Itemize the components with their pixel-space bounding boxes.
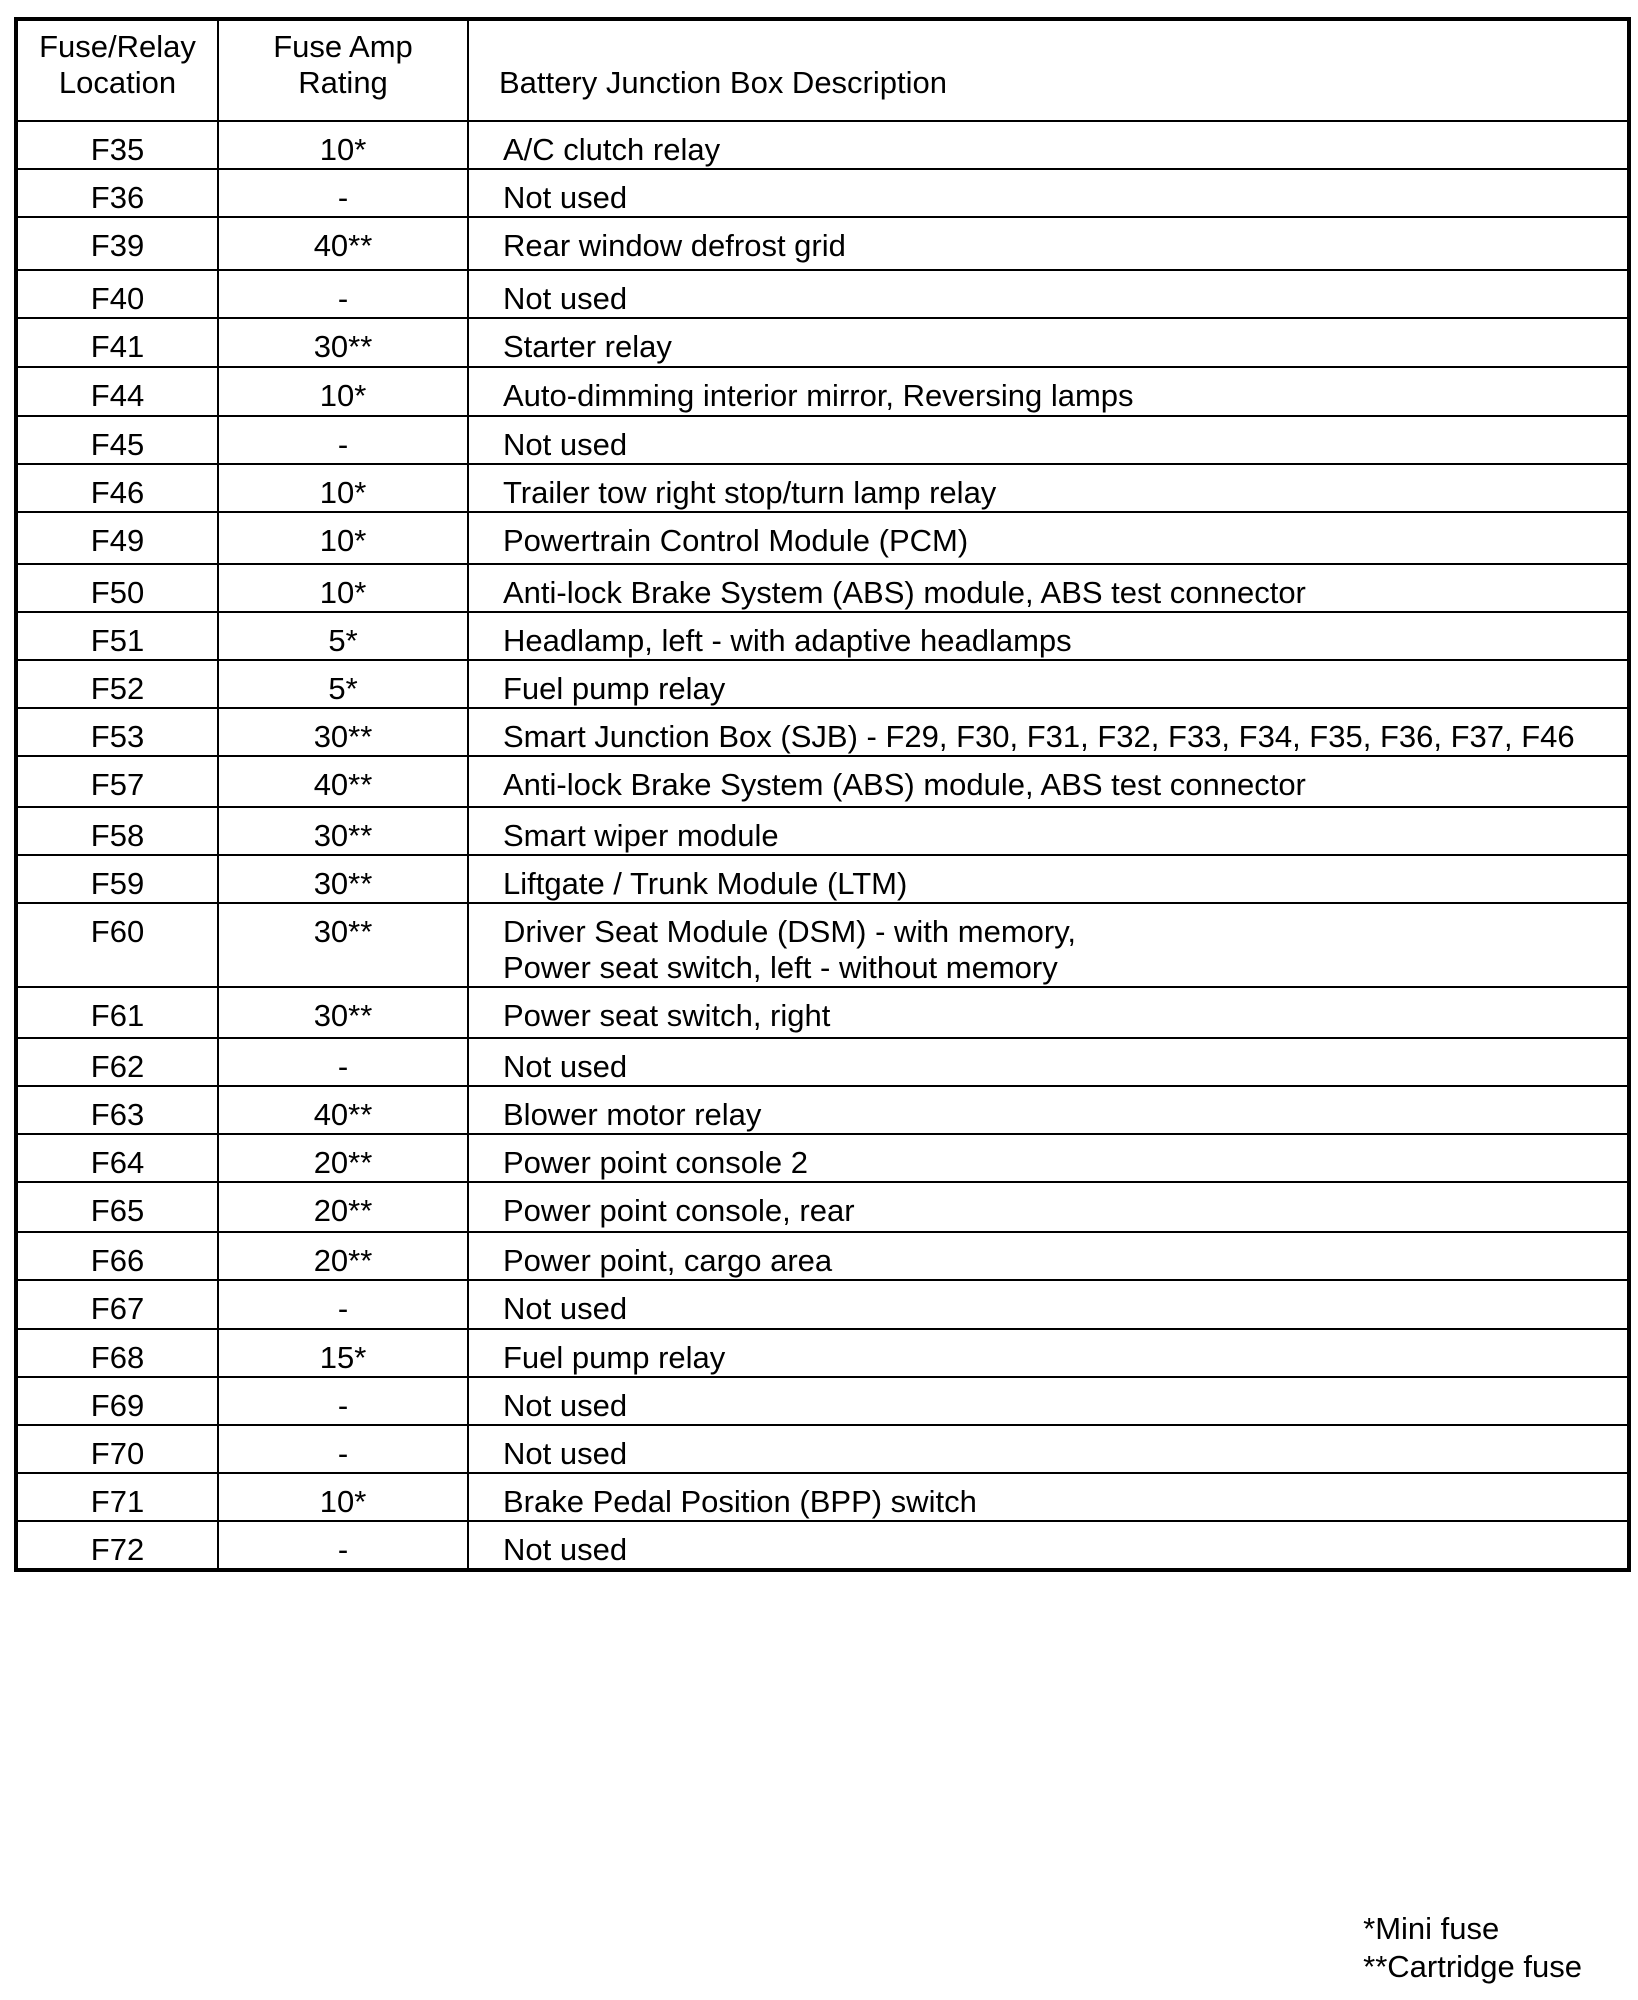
- fuse-description: [468, 1134, 1629, 1182]
- table-row: [16, 987, 1629, 1038]
- table-row: [16, 1232, 1629, 1280]
- table-row: [16, 416, 1629, 464]
- fuse-location: F49: [16, 512, 218, 564]
- fuse-amp-rating: -: [218, 1280, 468, 1329]
- fuse-location: F58: [16, 807, 218, 855]
- fuse-amp-rating: -: [218, 1377, 468, 1425]
- table-row: [16, 807, 1629, 855]
- fuse-description-line: Not used: [503, 180, 628, 215]
- fuse-location: F40: [16, 270, 218, 318]
- fuse-description-line: Rear window defrost grid: [503, 228, 846, 263]
- fuse-description-line: Not used: [503, 1291, 628, 1326]
- header-amp-line: Fuse Amp: [273, 29, 413, 64]
- table-row: [16, 1038, 1629, 1086]
- header-location-line: Fuse/Relay: [39, 29, 196, 64]
- header-location-line: Location: [58, 65, 177, 100]
- fuse-description: [468, 612, 1629, 660]
- fuse-amp-rating: 15*: [218, 1329, 468, 1377]
- fuse-location: F53: [16, 708, 218, 756]
- table-row: [16, 1134, 1629, 1182]
- fuse-description-line: Smart Junction Box (SJB) - F29, F30, F31, F32, F33, F34, F35, F36, F37, F46: [503, 719, 1575, 754]
- header-amp-rating: [218, 19, 468, 121]
- fuse-location: F72: [16, 1521, 218, 1570]
- fuse-location: F60: [16, 903, 218, 987]
- fuse-amp-rating: 5*: [218, 660, 468, 708]
- fuse-location: F67: [16, 1280, 218, 1329]
- fuse-description: [468, 564, 1629, 612]
- fuse-description-line: Starter relay: [503, 329, 672, 364]
- fuse-description-line: Auto-dimming interior mirror, Reversing lamps: [503, 378, 1134, 413]
- fuse-description: [468, 660, 1629, 708]
- fuse-description: [468, 1182, 1629, 1232]
- fuse-location: F36: [16, 169, 218, 217]
- fuse-description-line: Headlamp, left - with adaptive headlamps: [503, 623, 1072, 658]
- table-row: [16, 903, 1629, 987]
- fuse-description-line: Liftgate / Trunk Module (LTM): [503, 866, 908, 901]
- fuse-description: [468, 708, 1629, 756]
- fuse-description-line: Trailer tow right stop/turn lamp relay: [503, 475, 997, 510]
- fuse-description: [468, 1329, 1629, 1377]
- fuse-amp-rating: -: [218, 1038, 468, 1086]
- fuse-location: F70: [16, 1425, 218, 1473]
- footnote-mini: *Mini fuse: [1363, 1911, 1500, 1946]
- table-row: [16, 1086, 1629, 1134]
- fuse-description-line: Power seat switch, left - without memory: [503, 950, 1058, 985]
- fuse-location: F61: [16, 987, 218, 1038]
- fuse-amp-rating: 10*: [218, 564, 468, 612]
- fuse-amp-rating: 40**: [218, 217, 468, 270]
- fuse-description: [468, 1086, 1629, 1134]
- fuse-location: F35: [16, 121, 218, 169]
- fuse-amp-rating: 10*: [218, 1473, 468, 1521]
- fuse-location: F64: [16, 1134, 218, 1182]
- fuse-description-line: Power point console 2: [503, 1145, 809, 1180]
- table-row: [16, 464, 1629, 512]
- fuse-description-line: Fuel pump relay: [503, 1340, 726, 1375]
- fuse-description-line: Brake Pedal Position (BPP) switch: [503, 1484, 977, 1519]
- fuse-description: [468, 1232, 1629, 1280]
- fuse-amp-rating: 5*: [218, 612, 468, 660]
- fuse-amp-rating: 40**: [218, 1086, 468, 1134]
- fuse-amp-rating: -: [218, 1521, 468, 1570]
- fuse-description: [468, 367, 1629, 416]
- fuse-description-line: Not used: [503, 427, 628, 462]
- fuse-description-line: Powertrain Control Module (PCM): [503, 523, 969, 558]
- fuse-location: F46: [16, 464, 218, 512]
- fuse-description-line: Power point, cargo area: [503, 1243, 833, 1278]
- fuse-description: [468, 416, 1629, 464]
- fuse-description: [468, 217, 1629, 270]
- fuse-location: F63: [16, 1086, 218, 1134]
- fuse-location: F59: [16, 855, 218, 903]
- table-row: [16, 756, 1629, 807]
- fuse-description-line: Not used: [503, 1532, 628, 1567]
- fuse-amp-rating: 30**: [218, 987, 468, 1038]
- fuse-description: [468, 169, 1629, 217]
- table-row: [16, 708, 1629, 756]
- fuse-location: F52: [16, 660, 218, 708]
- table-row: [16, 121, 1629, 169]
- fuse-description-line: Blower motor relay: [503, 1097, 762, 1132]
- table-row: [16, 318, 1629, 367]
- fuse-location: F66: [16, 1232, 218, 1280]
- fuse-location: F71: [16, 1473, 218, 1521]
- fuse-description: [468, 855, 1629, 903]
- fuse-table: [14, 17, 1631, 1572]
- fuse-description: [468, 987, 1629, 1038]
- fuse-location: F50: [16, 564, 218, 612]
- table-row: [16, 217, 1629, 270]
- fuse-description: [468, 1473, 1629, 1521]
- fuse-location: F39: [16, 217, 218, 270]
- fuse-description-line: Smart wiper module: [503, 818, 779, 853]
- table-row: [16, 855, 1629, 903]
- fuse-location: F65: [16, 1182, 218, 1232]
- table-header-row: [16, 19, 1629, 121]
- fuse-location: F68: [16, 1329, 218, 1377]
- fuse-description-line: A/C clutch relay: [503, 132, 721, 167]
- fuse-description-line: Not used: [503, 1049, 628, 1084]
- fuse-amp-rating: 30**: [218, 855, 468, 903]
- fuse-description-line: Power seat switch, right: [503, 998, 831, 1033]
- fuse-amp-rating: 20**: [218, 1182, 468, 1232]
- fuse-amp-rating: -: [218, 270, 468, 318]
- fuse-amp-rating: 30**: [218, 318, 468, 367]
- fuse-description: [468, 270, 1629, 318]
- fuse-amp-rating: 20**: [218, 1134, 468, 1182]
- fuse-amp-rating: 10*: [218, 464, 468, 512]
- table-row: [16, 169, 1629, 217]
- table-row: [16, 1377, 1629, 1425]
- fuse-amp-rating: -: [218, 416, 468, 464]
- fuse-location: F57: [16, 756, 218, 807]
- fuse-amp-rating: 40**: [218, 756, 468, 807]
- table-row: [16, 270, 1629, 318]
- fuse-amp-rating: 10*: [218, 512, 468, 564]
- fuse-description-line: Fuel pump relay: [503, 671, 726, 706]
- fuse-amp-rating: 10*: [218, 121, 468, 169]
- fuse-location: F41: [16, 318, 218, 367]
- table-row: [16, 1521, 1629, 1570]
- table-row: [16, 660, 1629, 708]
- fuse-description: [468, 1377, 1629, 1425]
- table-row: [16, 564, 1629, 612]
- table-row: [16, 367, 1629, 416]
- footnote-cartridge: **Cartridge fuse: [1363, 1949, 1582, 1984]
- fuse-location: F62: [16, 1038, 218, 1086]
- fuse-location: F44: [16, 367, 218, 416]
- header-location: [16, 19, 218, 121]
- fuse-amp-rating: -: [218, 169, 468, 217]
- fuse-location: F51: [16, 612, 218, 660]
- table-body: [16, 121, 1629, 1570]
- fuse-amp-rating: -: [218, 1425, 468, 1473]
- fuse-description: [468, 1425, 1629, 1473]
- table-row: [16, 1473, 1629, 1521]
- header-description: Battery Junction Box Description: [468, 19, 1629, 121]
- fuse-description-line: Driver Seat Module (DSM) - with memory,: [503, 914, 1077, 949]
- table-row: [16, 1280, 1629, 1329]
- table-row: [16, 1182, 1629, 1232]
- fuse-description: [468, 512, 1629, 564]
- fuse-description-line: Anti-lock Brake System (ABS) module, ABS test connector: [503, 575, 1306, 610]
- fuse-description: [468, 1038, 1629, 1086]
- header-amp-line: Rating: [298, 65, 388, 100]
- fuse-location: F45: [16, 416, 218, 464]
- fuse-description: [468, 756, 1629, 807]
- fuse-description: [468, 807, 1629, 855]
- fuse-description: [468, 318, 1629, 367]
- fuse-amp-rating: 30**: [218, 708, 468, 756]
- table-row: [16, 1425, 1629, 1473]
- fuse-description: [468, 1521, 1629, 1570]
- table-row: [16, 512, 1629, 564]
- fuse-description-line: Power point console, rear: [503, 1193, 855, 1228]
- fuse-amp-rating: 10*: [218, 367, 468, 416]
- table-row: [16, 1329, 1629, 1377]
- fuse-description: [468, 903, 1629, 987]
- fuse-description-line: Anti-lock Brake System (ABS) module, ABS test connector: [503, 767, 1306, 802]
- footnotes: [1363, 1910, 1582, 1986]
- fuse-amp-rating: 20**: [218, 1232, 468, 1280]
- fuse-description-line: Not used: [503, 1388, 628, 1423]
- fuse-amp-rating: 30**: [218, 903, 468, 987]
- fuse-description: [468, 1280, 1629, 1329]
- fuse-description-line: Not used: [503, 1436, 628, 1471]
- table-row: [16, 612, 1629, 660]
- fuse-description-line: Not used: [503, 281, 628, 316]
- fuse-location: F69: [16, 1377, 218, 1425]
- fuse-description: [468, 464, 1629, 512]
- fuse-amp-rating: 30**: [218, 807, 468, 855]
- fuse-description: [468, 121, 1629, 169]
